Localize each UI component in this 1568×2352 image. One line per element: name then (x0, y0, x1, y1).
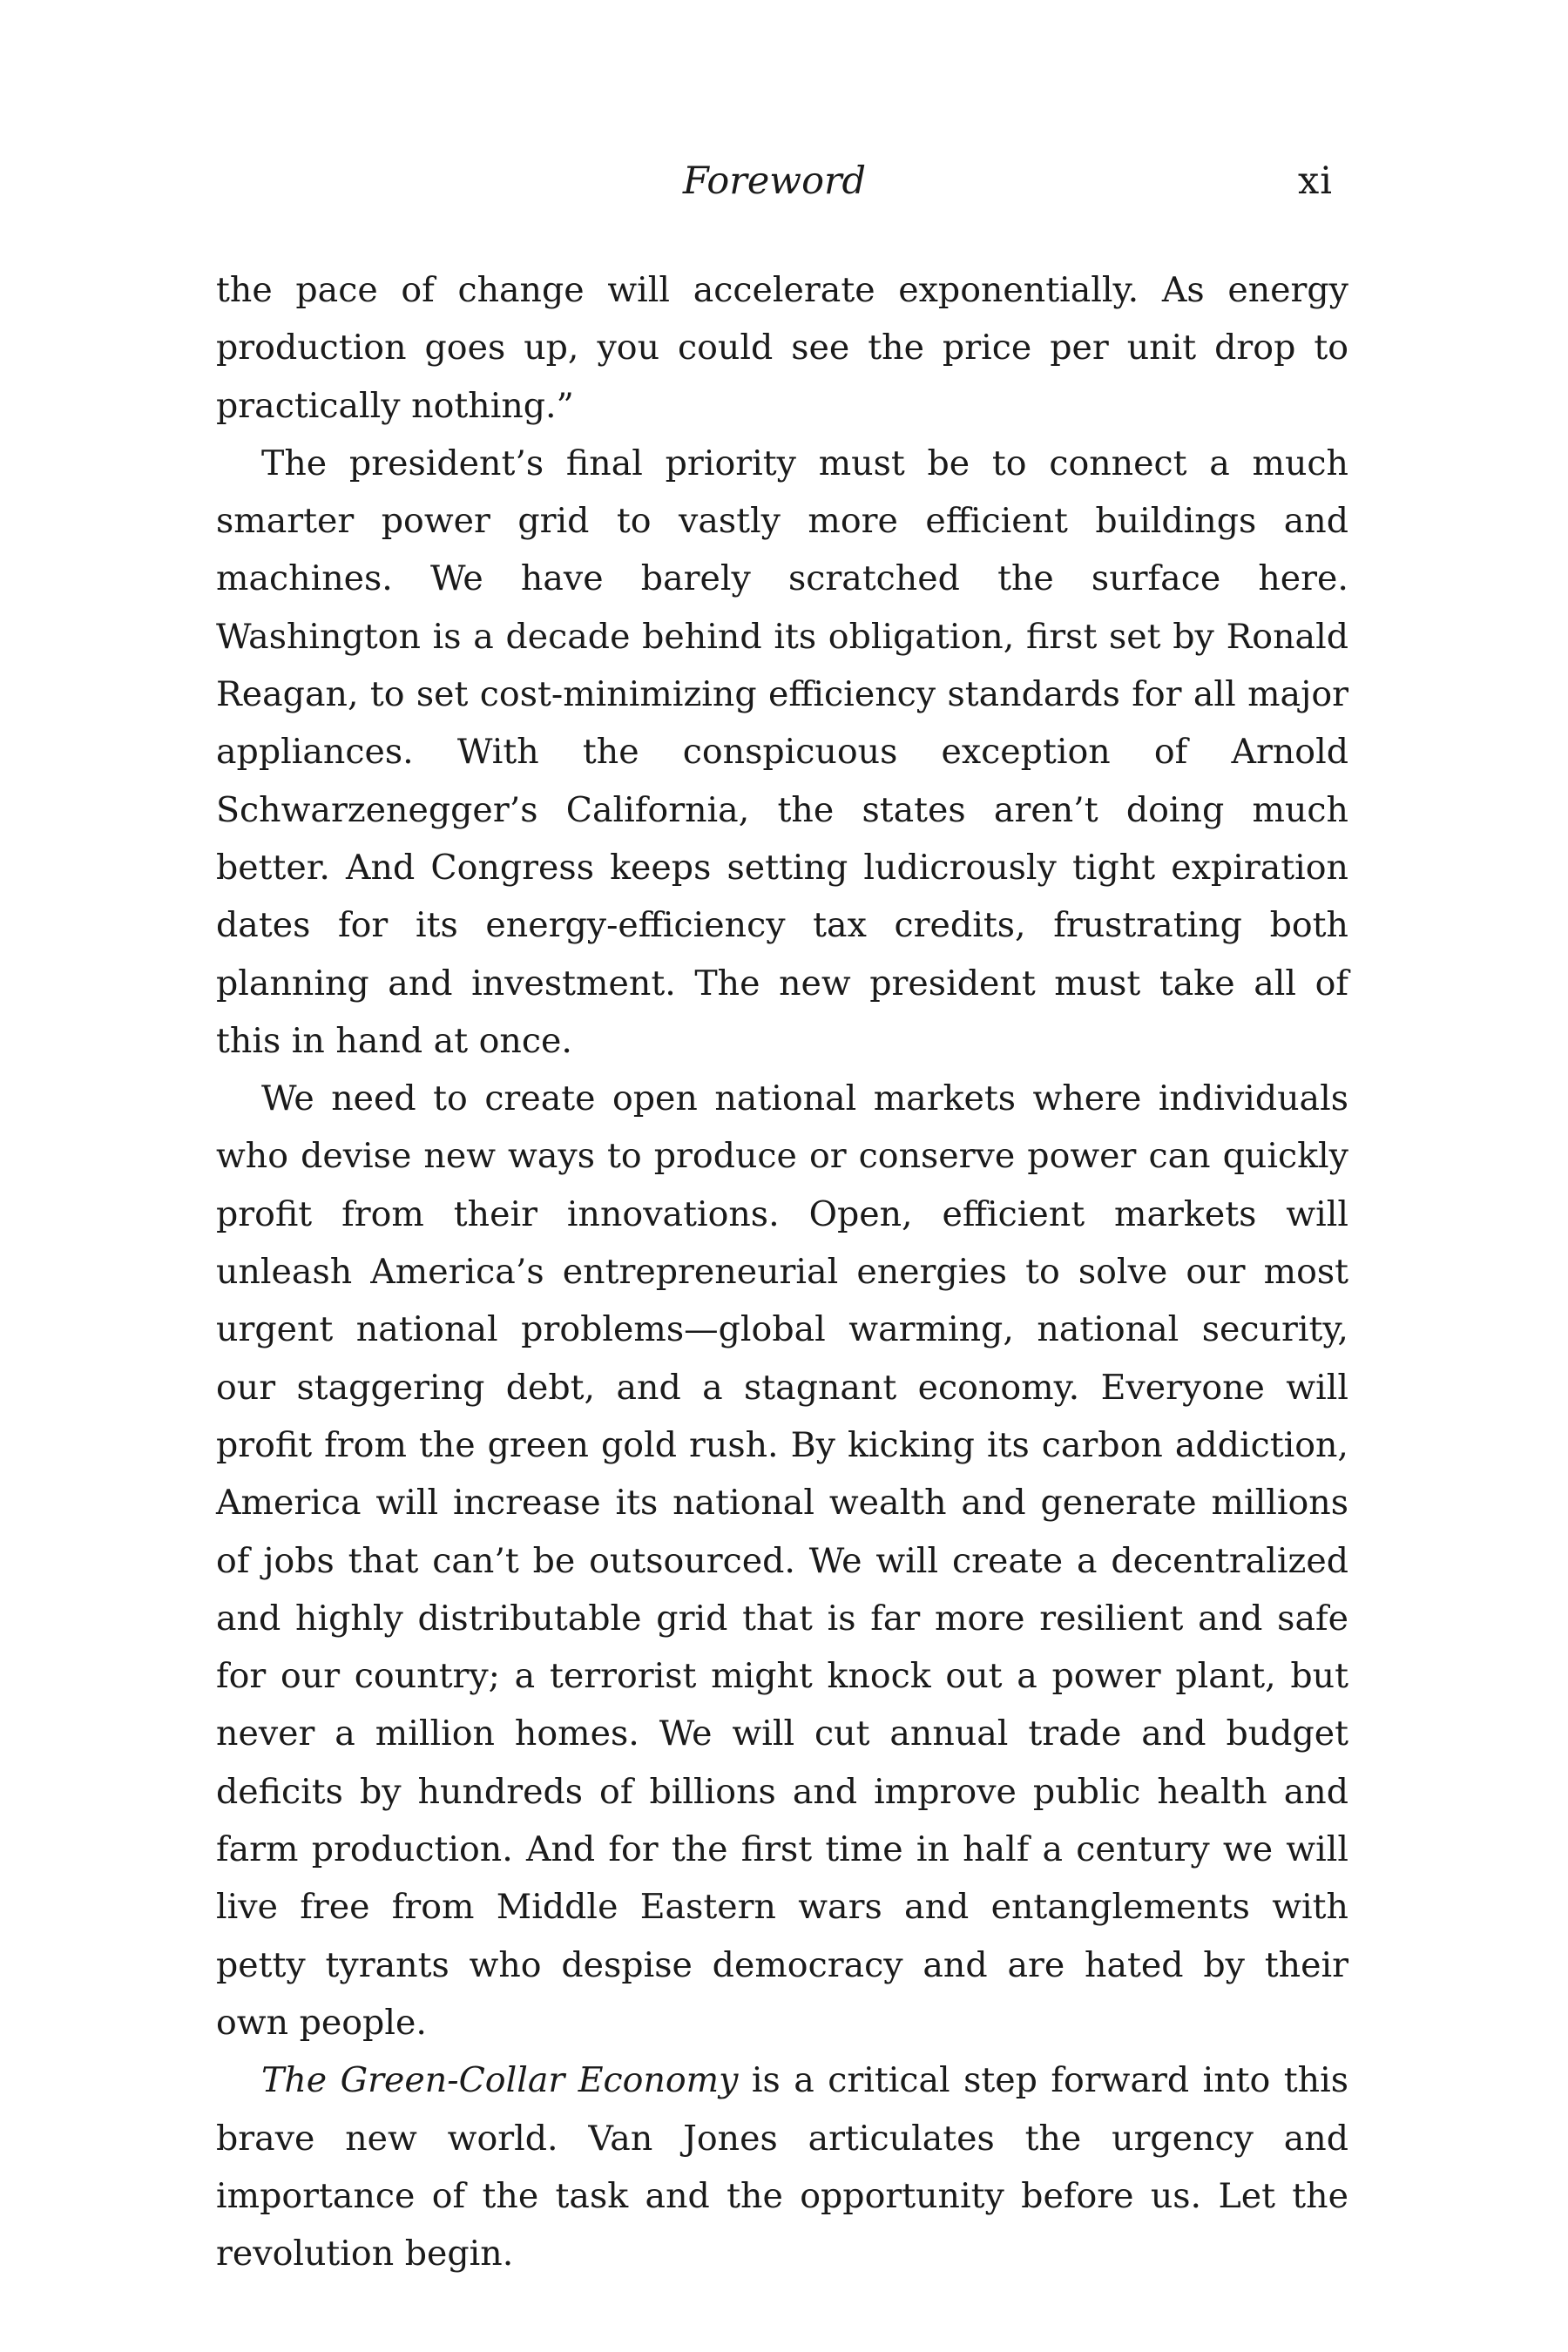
paragraph-closing (216, 2051, 1348, 2282)
body-text (216, 261, 1348, 2282)
paragraph-power-grid: The president’s final priority must be to connect a much smarter power grid to vastly more efficient buildings and machines. We have barely scratched the surface here. Washington is a decade behind its obligation, first set by Ronald Reagan, to set cost-minimizing efficiency standards for all major appliances. With the conspicuous exception of Arnold Schwarzenegger’s California, the states aren’t doing much better. And Congress keeps setting ludicrously tight expiration dates for its energy-efficiency tax credits, frustrating both planning and investment. The new president must take all of this in hand at once. (216, 443, 1348, 1061)
page-number: xi (1297, 159, 1333, 203)
paragraph-continued: the pace of change will accelerate exponentially. As energy production goes up, you could see the price per unit drop to practically nothing.” (216, 270, 1348, 426)
chapter-title: Foreword (682, 159, 867, 203)
book-title: The Green-Collar Economy (261, 2060, 739, 2101)
running-header (216, 155, 1333, 207)
closing-text: is a critical step forward into this brave new world. Van Jones articulates the urgency and importance of the task and the opportunity before us. Let the revolution begin. (216, 2060, 1348, 2274)
paragraph-open-markets: We need to create open national markets where individuals who devise new ways to produce or conserve power can quickly profit from their innovations. Open, efficient markets will unleash America’s entrepreneurial energies to solve our most urgent national problems—global warming, national security, our staggering debt, and a stagnant economy. Everyone will profit from the green gold rush. By kicking its carbon addiction, America will increase its national wealth and generate millions of jobs that can’t be outsourced. We will create a decentralized and highly distributable grid that is far more resilient and safe for our country; a terrorist might knock out a power plant, but never a million homes. We will cut annual trade and budget deficits by hundreds of billions and improve public health and farm production. And for the first time in half a century we will live free from Middle Eastern wars and entanglements with petty tyrants who despise democracy and are hated by their own people. (216, 1078, 1348, 2043)
